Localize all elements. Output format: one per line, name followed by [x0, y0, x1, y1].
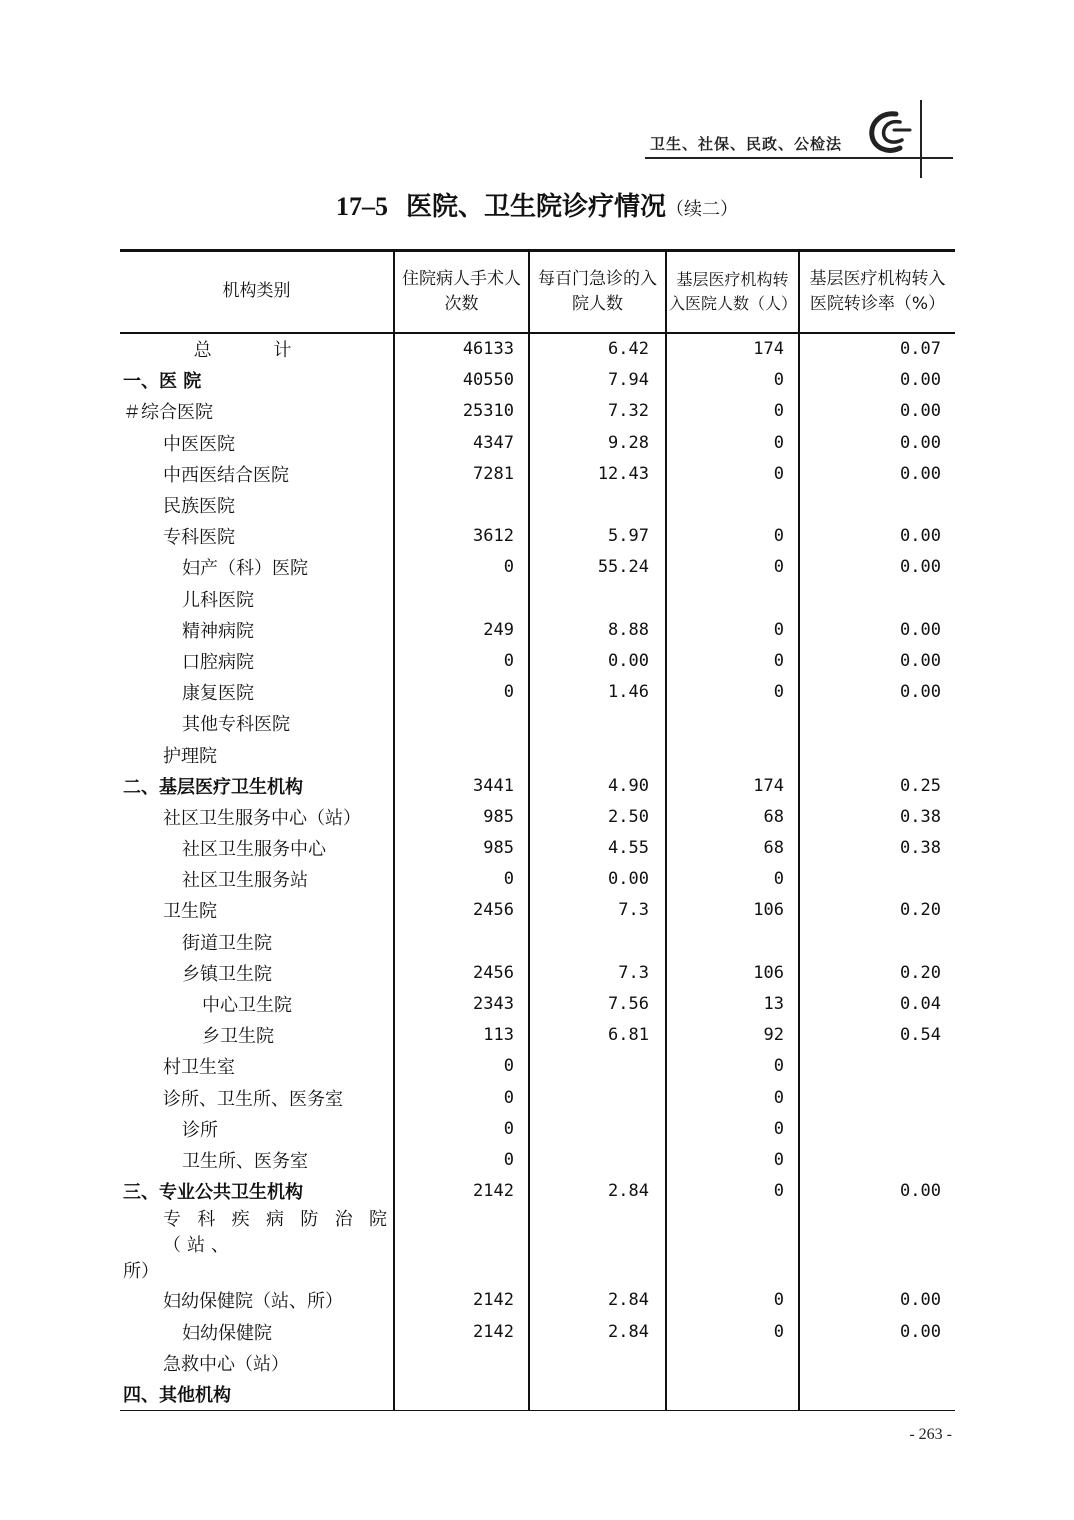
cell-surgery: 0 [394, 677, 529, 708]
cell-transfer-rate: 0.00 [799, 427, 955, 458]
col-header-category: 机构类别 [120, 251, 394, 333]
table-row [120, 365, 955, 396]
cell-admit-per100: 55.24 [529, 552, 666, 583]
cell-admit-per100: 1.46 [529, 677, 666, 708]
cell-transfer-count: 0 [666, 396, 799, 427]
row-label: 民族医院 [163, 496, 235, 518]
cell-surgery [394, 926, 529, 957]
table-row [120, 1020, 955, 1051]
cell-transfer-count: 174 [666, 333, 799, 365]
cell-surgery: 2456 [394, 957, 529, 988]
table-row [120, 801, 955, 832]
row-label: 社区卫生服务中心（站） [163, 807, 361, 829]
row-label: 二、基层医疗卫生机构 [123, 776, 303, 798]
row-label: 妇幼保健院 [182, 1322, 272, 1344]
table-row [120, 645, 955, 676]
row-label: 社区卫生服务站 [182, 870, 308, 892]
table-row [120, 708, 955, 739]
cell-transfer-rate: 0.20 [799, 957, 955, 988]
cell-admit-per100 [529, 1082, 666, 1113]
cell-transfer-rate: 0.00 [799, 1316, 955, 1347]
cell-surgery: 0 [394, 1082, 529, 1113]
row-label: 其他专科医院 [182, 714, 290, 736]
cell-transfer-count: 174 [666, 770, 799, 801]
cell-admit-per100: 6.81 [529, 1020, 666, 1051]
cell-transfer-count: 13 [666, 988, 799, 1019]
cell-transfer-rate: 0.25 [799, 770, 955, 801]
cell-surgery: 2142 [394, 1316, 529, 1347]
cell-transfer-rate: 0.00 [799, 614, 955, 645]
running-header-title: 卫生、社保、民政、公检法 [650, 135, 843, 153]
row-label: 专科医院 [163, 527, 235, 549]
cell-transfer-rate: 0.00 [799, 521, 955, 552]
cell-surgery: 0 [394, 864, 529, 895]
cell-admit-per100: 6.42 [529, 333, 666, 365]
row-label: 卫生院 [163, 901, 217, 923]
cell-admit-per100 [529, 1378, 666, 1410]
statistics-table [120, 249, 955, 1411]
cell-transfer-rate: 0.38 [799, 833, 955, 864]
table-row [120, 1316, 955, 1347]
cell-surgery [394, 1347, 529, 1378]
cell-transfer-count [666, 1207, 799, 1285]
cell-surgery: 40550 [394, 365, 529, 396]
row-label: 口腔病院 [182, 651, 254, 673]
table-body [120, 333, 955, 1411]
cell-admit-per100: 0.00 [529, 645, 666, 676]
cell-admit-per100 [529, 1113, 666, 1144]
table-number: 17–5 [335, 192, 388, 221]
cell-admit-per100: 0.00 [529, 864, 666, 895]
cell-admit-per100 [529, 583, 666, 614]
row-label: 诊所、卫生所、医务室 [163, 1088, 343, 1110]
header-vertical-rule [920, 100, 922, 178]
table-header-row [120, 251, 955, 333]
row-label: 四、其他机构 [120, 1378, 394, 1410]
cell-surgery [394, 489, 529, 520]
row-label: 卫生所、医务室 [182, 1150, 308, 1172]
table-row [120, 1082, 955, 1113]
header-rule [645, 157, 953, 159]
cell-transfer-rate [799, 1144, 955, 1175]
cell-transfer-rate [799, 739, 955, 770]
cell-admit-per100: 7.94 [529, 365, 666, 396]
cell-admit-per100 [529, 708, 666, 739]
table-row [120, 1176, 955, 1207]
cell-transfer-count: 68 [666, 801, 799, 832]
cell-surgery [394, 1207, 529, 1285]
cell-transfer-rate: 0.54 [799, 1020, 955, 1051]
cell-surgery [394, 1378, 529, 1410]
cell-admit-per100: 7.32 [529, 396, 666, 427]
cell-transfer-count: 0 [666, 645, 799, 676]
cell-transfer-rate: 0.00 [799, 552, 955, 583]
cell-surgery: 25310 [394, 396, 529, 427]
table-row [120, 521, 955, 552]
cell-admit-per100: 5.97 [529, 521, 666, 552]
cell-surgery: 3612 [394, 521, 529, 552]
row-label: 总 计 [193, 340, 320, 362]
row-label: 乡镇卫生院 [182, 963, 272, 985]
table-row [120, 427, 955, 458]
cell-surgery: 46133 [394, 333, 529, 365]
col-header-transfer-rate: 基层医疗机构转入医院转诊率（%） [799, 251, 955, 333]
cell-surgery [394, 708, 529, 739]
cell-transfer-rate [799, 583, 955, 614]
cell-transfer-count: 0 [666, 614, 799, 645]
table-row [120, 1285, 955, 1316]
cell-transfer-rate [799, 926, 955, 957]
table-row [120, 1347, 955, 1378]
row-label-line1: 专科疾病防治院（站、 [163, 1208, 393, 1256]
table-row [120, 833, 955, 864]
col-header-transfer-count: 基层医疗机构转入医院人数（人） [666, 251, 799, 333]
row-label-line2: 所） [123, 1260, 159, 1282]
row-label: 乡卫生院 [202, 1026, 274, 1048]
cell-admit-per100 [529, 739, 666, 770]
cell-transfer-count [666, 583, 799, 614]
row-label: 康复医院 [182, 683, 254, 705]
cell-admit-per100 [529, 1347, 666, 1378]
cell-surgery: 2142 [394, 1176, 529, 1207]
cell-transfer-rate [799, 1378, 955, 1410]
cell-transfer-rate: 0.00 [799, 396, 955, 427]
cell-transfer-count: 0 [666, 521, 799, 552]
cell-transfer-count [666, 739, 799, 770]
cell-transfer-count: 0 [666, 1176, 799, 1207]
row-label: 妇幼保健院（站、所） [163, 1291, 343, 1313]
table-title-text: 医院、卫生院诊疗情况 [405, 192, 666, 222]
cell-surgery: 0 [394, 1144, 529, 1175]
cell-transfer-count [666, 708, 799, 739]
cell-transfer-rate: 0.38 [799, 801, 955, 832]
cell-admit-per100: 9.28 [529, 427, 666, 458]
cell-transfer-rate [799, 1113, 955, 1144]
row-label: 村卫生室 [163, 1057, 235, 1079]
col-header-admission-rate: 每百门急诊的入院人数 [529, 251, 666, 333]
cell-transfer-rate: 0.00 [799, 1285, 955, 1316]
cell-transfer-rate: 0.00 [799, 458, 955, 489]
cell-transfer-rate: 0.00 [799, 645, 955, 676]
cell-admit-per100: 2.84 [529, 1316, 666, 1347]
cell-admit-per100 [529, 926, 666, 957]
cell-transfer-rate: 0.04 [799, 988, 955, 1019]
row-label: 护理院 [163, 745, 217, 767]
table-row [120, 864, 955, 895]
table-row [120, 957, 955, 988]
cell-surgery [394, 739, 529, 770]
cell-admit-per100 [529, 1207, 666, 1285]
table-continuation: （续二） [666, 199, 738, 220]
cell-surgery: 4347 [394, 427, 529, 458]
cell-transfer-count: 0 [666, 1113, 799, 1144]
row-label: 中医医院 [163, 433, 235, 455]
stylized-c-logo-icon [866, 108, 914, 156]
cell-transfer-count: 106 [666, 957, 799, 988]
cell-transfer-rate [799, 1347, 955, 1378]
cell-surgery: 0 [394, 645, 529, 676]
page-number: - 263 - [909, 1426, 952, 1443]
cell-transfer-count [666, 1378, 799, 1410]
cell-transfer-rate: 0.00 [799, 1176, 955, 1207]
cell-transfer-rate [799, 1082, 955, 1113]
cell-transfer-count: 0 [666, 1051, 799, 1082]
cell-transfer-rate [799, 708, 955, 739]
row-label: 诊所 [182, 1119, 218, 1141]
cell-surgery: 2343 [394, 988, 529, 1019]
cell-transfer-count: 68 [666, 833, 799, 864]
cell-surgery: 985 [394, 833, 529, 864]
cell-admit-per100: 2.84 [529, 1176, 666, 1207]
cell-transfer-count [666, 1347, 799, 1378]
cell-transfer-count: 0 [666, 864, 799, 895]
cell-admit-per100: 4.90 [529, 770, 666, 801]
cell-surgery: 2456 [394, 895, 529, 926]
cell-admit-per100 [529, 1144, 666, 1175]
table-row [120, 1144, 955, 1175]
table-row [120, 1051, 955, 1082]
table-row [120, 1378, 955, 1410]
row-label: 社区卫生服务中心 [182, 839, 326, 861]
table-row [120, 583, 955, 614]
cell-transfer-count [666, 489, 799, 520]
table-title [0, 186, 1074, 223]
table-row [120, 895, 955, 926]
table-row [120, 677, 955, 708]
cell-surgery: 0 [394, 552, 529, 583]
cell-admit-per100: 7.3 [529, 957, 666, 988]
cell-transfer-rate [799, 1207, 955, 1285]
row-label: 三、专业公共卫生机构 [123, 1182, 303, 1204]
cell-surgery: 249 [394, 614, 529, 645]
row-label: 中心卫生院 [202, 995, 292, 1017]
cell-surgery: 3441 [394, 770, 529, 801]
table-row [120, 396, 955, 427]
cell-transfer-rate [799, 864, 955, 895]
table-row [120, 988, 955, 1019]
cell-transfer-rate [799, 489, 955, 520]
cell-transfer-rate [799, 1051, 955, 1082]
row-label: 中西医结合医院 [163, 464, 289, 486]
cell-transfer-rate: 0.00 [799, 365, 955, 396]
row-label [120, 1207, 394, 1285]
row-label: 街道卫生院 [182, 932, 272, 954]
table-row [120, 333, 955, 365]
row-label: 儿科医院 [182, 589, 254, 611]
cell-transfer-rate: 0.07 [799, 333, 955, 365]
cell-admit-per100: 7.56 [529, 988, 666, 1019]
cell-transfer-count [666, 926, 799, 957]
cell-surgery: 2142 [394, 1285, 529, 1316]
cell-surgery: 0 [394, 1051, 529, 1082]
cell-admit-per100: 8.88 [529, 614, 666, 645]
table-row [120, 1113, 955, 1144]
table-row [120, 770, 955, 801]
cell-transfer-count: 0 [666, 365, 799, 396]
cell-admit-per100 [529, 489, 666, 520]
row-label: 精神病院 [182, 620, 254, 642]
cell-transfer-count: 0 [666, 427, 799, 458]
table-row [120, 739, 955, 770]
cell-surgery: 0 [394, 1113, 529, 1144]
cell-admit-per100 [529, 1051, 666, 1082]
row-label: 急救中心（站） [163, 1353, 289, 1375]
cell-transfer-count: 0 [666, 677, 799, 708]
cell-transfer-count: 0 [666, 1144, 799, 1175]
cell-transfer-count: 92 [666, 1020, 799, 1051]
table-row [120, 926, 955, 957]
cell-admit-per100: 2.84 [529, 1285, 666, 1316]
cell-transfer-rate: 0.00 [799, 677, 955, 708]
cell-admit-per100: 7.3 [529, 895, 666, 926]
cell-transfer-count: 0 [666, 552, 799, 583]
table-row [120, 1207, 955, 1285]
row-label: 一、医 院 [123, 371, 202, 393]
cell-transfer-rate: 0.20 [799, 895, 955, 926]
cell-surgery: 113 [394, 1020, 529, 1051]
table-row [120, 458, 955, 489]
cell-transfer-count: 0 [666, 1285, 799, 1316]
row-label: ＃综合医院 [123, 402, 213, 424]
cell-transfer-count: 106 [666, 895, 799, 926]
cell-surgery: 7281 [394, 458, 529, 489]
cell-surgery: 985 [394, 801, 529, 832]
cell-admit-per100: 12.43 [529, 458, 666, 489]
cell-admit-per100: 4.55 [529, 833, 666, 864]
table-row [120, 552, 955, 583]
col-header-surgery: 住院病人手术人次数 [394, 251, 529, 333]
row-label: 妇产（科）医院 [182, 558, 308, 580]
cell-admit-per100: 2.50 [529, 801, 666, 832]
cell-transfer-count: 0 [666, 458, 799, 489]
cell-surgery [394, 583, 529, 614]
cell-transfer-count: 0 [666, 1316, 799, 1347]
table-row [120, 489, 955, 520]
cell-transfer-count: 0 [666, 1082, 799, 1113]
table-row [120, 614, 955, 645]
